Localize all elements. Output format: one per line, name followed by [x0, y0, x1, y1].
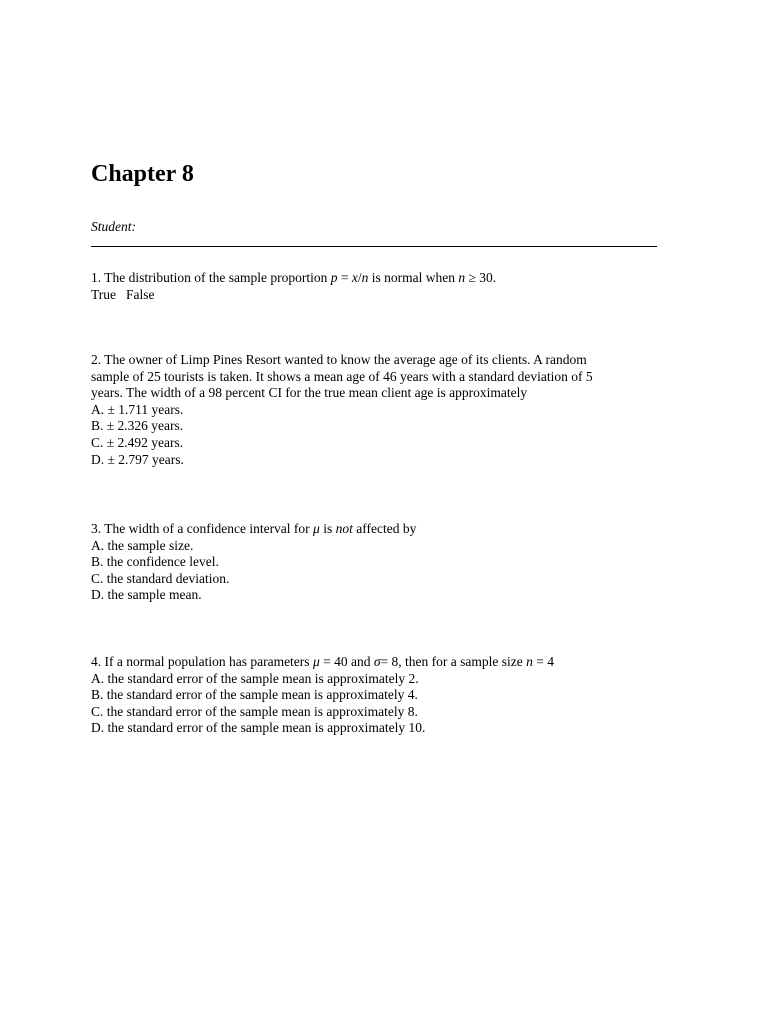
question-2 — [91, 352, 671, 468]
choice-d: D. ± 2.797 years. — [91, 451, 184, 467]
question-1-stem: 1. The distribution of the sample proportion p = x/n is normal when n ≥ 30. — [91, 270, 497, 285]
student-name-line — [91, 246, 657, 247]
choice-b: B. ± 2.326 years. — [91, 418, 184, 434]
choice-a: A. the sample size. — [91, 537, 194, 553]
question-3 — [91, 521, 671, 604]
question-2-stem-line: years. The width of a 98 percent CI for the true mean client age is approximately — [91, 385, 528, 401]
choice-d: D. the standard error of the sample mean is approximately 10. — [91, 720, 426, 736]
question-2-stem-line: 2. The owner of Limp Pines Resort wanted to know the average age of its clients. A random — [91, 352, 587, 367]
question-3-stem: 3. The width of a confidence interval for μ is not affected by — [91, 521, 417, 536]
choice-a: A. the standard error of the sample mean is approximately 2. — [91, 670, 419, 686]
choice-d: D. the sample mean. — [91, 587, 202, 603]
question-2-stem-line: sample of 25 tourists is taken. It shows a mean age of 46 years with a standard deviation of 5 — [91, 368, 593, 384]
choice-b: B. the standard error of the sample mean is approximately 4. — [91, 687, 418, 703]
choice-c: C. the standard error of the sample mean is approximately 8. — [91, 703, 418, 719]
choice-true: True — [91, 286, 117, 302]
question-4 — [91, 654, 671, 737]
chapter-title: Chapter 8 — [91, 161, 194, 187]
choice-c: C. the standard deviation. — [91, 570, 230, 586]
student-label: Student: — [91, 219, 136, 234]
choice-b: B. the confidence level. — [91, 554, 219, 570]
choice-c: C. ± 2.492 years. — [91, 434, 184, 450]
question-4-stem: 4. If a normal population has parameters μ = 40 and σ= 8, then for a sample size n = 4 — [91, 654, 554, 669]
question-1-choices — [91, 287, 671, 304]
choice-false: False — [126, 286, 155, 302]
choice-a: A. ± 1.711 years. — [91, 401, 184, 417]
question-1 — [91, 270, 671, 303]
